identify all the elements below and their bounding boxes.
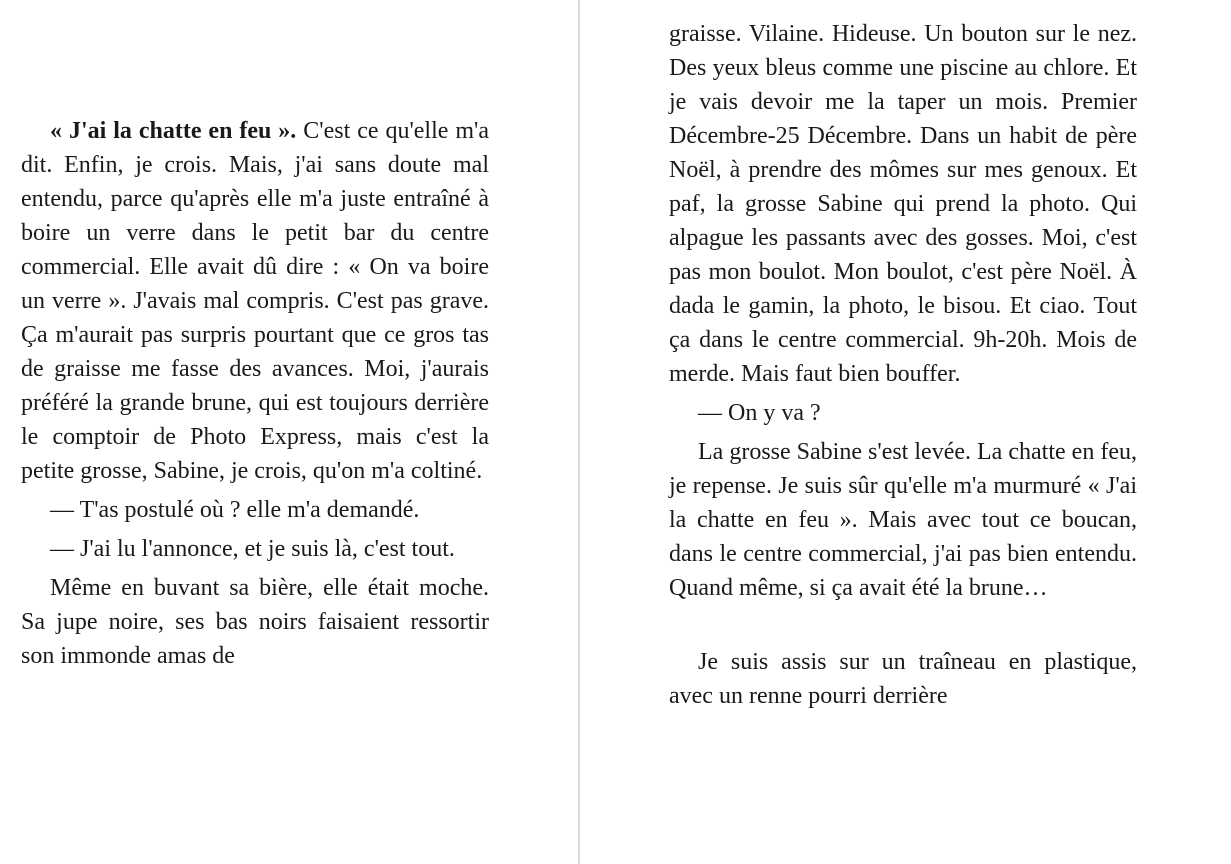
opening-quote: « J'ai la chatte en feu ». [50,118,297,144]
dialogue-line: — On y va ? [698,400,821,426]
paragraph: La grosse Sabine s'est levée. La chatte en feu, je repense. Je suis sûr qu'elle m'a murmuré « J'ai la chatte en feu ». Mais avec tout ce boucan, dans le centre commercial, j'ai pas bien entendu. Quand même, si ça avait été la brune… [669,439,1137,601]
paragraph: Même en buvant sa bière, elle était moche. Sa jupe noire, ses bas noirs faisaient ressortir son immonde amas de [21,575,489,669]
right-page [580,0,1231,864]
dialogue-line: — T'as postulé où ? elle m'a demandé. [50,497,420,523]
paragraph-text: C'est ce qu'elle m'a dit. Enfin, je crois. Mais, j'ai sans doute mal entendu, parce qu'après elle m'a juste entraîné à boire un verre dans le petit bar du centre commercial. Elle avait dû dire : « On va boire un verre ». J'avais mal compris. C'est pas grave. Ça m'aurait pas surpris pourtant que ce gros tas de graisse me fasse des avances. Moi, j'aurais préféré la grande brune, qui est toujours derrière le comptoir de Photo Express, mais c'est la petite grosse, Sabine, je crois, qu'on m'a coltiné. [21,118,489,484]
left-page [0,0,578,864]
paragraph: Je suis assis sur un traîneau en plastique, avec un renne pourri derrière [669,649,1137,709]
dialogue-line: — J'ai lu l'annonce, et je suis là, c'est tout. [50,536,455,562]
right-text-column [669,17,1137,718]
paragraph [21,114,489,488]
left-text-column [21,114,489,678]
paragraph-continuation: graisse. Vilaine. Hideuse. Un bouton sur le nez. Des yeux bleus comme une piscine au chlore. Et je vais devoir me la taper un mois. Premier Décembre-25 Décembre. Dans un habit de père Noël, à prendre des mômes sur mes genoux. Et paf, la grosse Sabine qui prend la photo. Qui alpague les passants avec des gosses. Moi, c'est pas mon boulot. Mon boulot, c'est père Noël. À dada le gamin, la photo, le bisou. Et ciao. Tout ça dans le centre commercial. 9h-20h. Mois de merde. Mais faut bien bouffer. [669,21,1137,387]
